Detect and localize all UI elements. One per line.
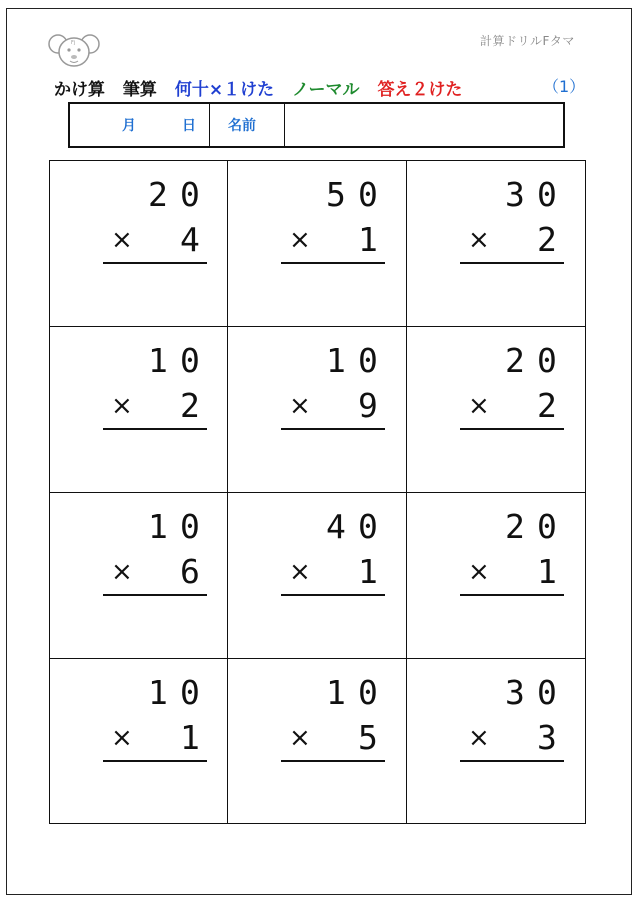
times-sign: × [111, 225, 133, 255]
multiplicand-ones-digit: 0 [180, 341, 200, 380]
problem-cell[interactable] [407, 493, 585, 659]
multiplicand-tens-digit: 1 [148, 507, 168, 546]
multiplicand-tens-digit: 1 [148, 341, 168, 380]
answer-line [103, 428, 207, 430]
times-sign: × [111, 723, 133, 753]
multiplier-digit: 2 [537, 220, 557, 259]
sheet-number: （1） [543, 77, 586, 96]
times-sign: × [289, 723, 311, 753]
multiplicand-ones-digit: 0 [537, 175, 557, 214]
multiplicand-ones-digit: 0 [358, 673, 378, 712]
answer-line [460, 760, 564, 762]
answer-line [281, 428, 385, 430]
times-sign: × [111, 557, 133, 587]
title-segment: 何十×１けた [174, 80, 275, 100]
answer-line [460, 594, 564, 596]
times-sign: × [289, 225, 311, 255]
times-sign: × [468, 557, 490, 587]
title-segment: かけ算 [54, 80, 105, 100]
name-field[interactable] [285, 104, 563, 146]
problem-cell[interactable] [50, 161, 228, 327]
multiplicand-ones-digit: 0 [358, 507, 378, 546]
multiplier-digit: 1 [537, 552, 557, 591]
multiplicand-ones-digit: 0 [180, 673, 200, 712]
multiplicand-tens-digit: 1 [326, 673, 346, 712]
multiplicand-ones-digit: 0 [180, 507, 200, 546]
multiplicand-tens-digit: 4 [326, 507, 346, 546]
title-segment: 筆算 [122, 80, 157, 100]
answer-line [460, 428, 564, 430]
multiplicand-tens-digit: 1 [148, 673, 168, 712]
multiplicand-tens-digit: 2 [505, 341, 525, 380]
answer-line [103, 594, 207, 596]
times-sign: × [468, 225, 490, 255]
multiplier-digit: 2 [537, 386, 557, 425]
title-segment: ノーマル [292, 80, 360, 100]
date-field[interactable] [70, 104, 210, 146]
title-segment: 答え２けた [377, 80, 463, 100]
answer-line [281, 594, 385, 596]
day-label: 日 [182, 118, 196, 134]
multiplicand-tens-digit: 2 [148, 175, 168, 214]
answer-line [103, 760, 207, 762]
problem-cell[interactable] [228, 493, 407, 659]
multiplicand-tens-digit: 3 [505, 673, 525, 712]
answer-line [103, 262, 207, 264]
multiplier-digit: 1 [358, 552, 378, 591]
problem-cell[interactable] [407, 327, 585, 493]
name-date-box [68, 102, 565, 148]
problem-grid [49, 160, 586, 824]
multiplicand-tens-digit: 2 [505, 507, 525, 546]
problem-cell[interactable] [50, 659, 228, 823]
problem-cell[interactable] [228, 327, 407, 493]
answer-line [281, 262, 385, 264]
multiplicand-ones-digit: 0 [358, 175, 378, 214]
problem-cell[interactable] [228, 161, 407, 327]
multiplicand-ones-digit: 0 [537, 673, 557, 712]
times-sign: × [289, 391, 311, 421]
multiplicand-tens-digit: 1 [326, 341, 346, 380]
times-sign: × [289, 557, 311, 587]
multiplicand-ones-digit: 0 [537, 341, 557, 380]
multiplier-digit: 6 [180, 552, 200, 591]
multiplier-digit: 9 [358, 386, 378, 425]
multiplier-digit: 4 [180, 220, 200, 259]
month-label: 月 [122, 118, 136, 134]
problem-cell[interactable] [407, 659, 585, 823]
multiplier-digit: 2 [180, 386, 200, 425]
name-label: 名前 [210, 104, 285, 146]
multiplier-digit: 5 [358, 718, 378, 757]
mouse-face-icon [48, 30, 100, 70]
multiplicand-tens-digit: 5 [326, 175, 346, 214]
problem-cell[interactable] [228, 659, 407, 823]
times-sign: × [468, 391, 490, 421]
times-sign: × [468, 723, 490, 753]
multiplier-digit: 1 [180, 718, 200, 757]
svg-text:Fj: Fj [71, 40, 76, 46]
multiplier-digit: 1 [358, 220, 378, 259]
multiplicand-ones-digit: 0 [180, 175, 200, 214]
brand-label: 計算ドリルFタマ [480, 34, 575, 48]
multiplicand-ones-digit: 0 [358, 341, 378, 380]
answer-line [281, 760, 385, 762]
times-sign: × [111, 391, 133, 421]
problem-cell[interactable] [50, 327, 228, 493]
worksheet-title [54, 75, 474, 100]
answer-line [460, 262, 564, 264]
multiplicand-tens-digit: 3 [505, 175, 525, 214]
multiplicand-ones-digit: 0 [537, 507, 557, 546]
problem-cell[interactable] [50, 493, 228, 659]
problem-cell[interactable] [407, 161, 585, 327]
multiplier-digit: 3 [537, 718, 557, 757]
